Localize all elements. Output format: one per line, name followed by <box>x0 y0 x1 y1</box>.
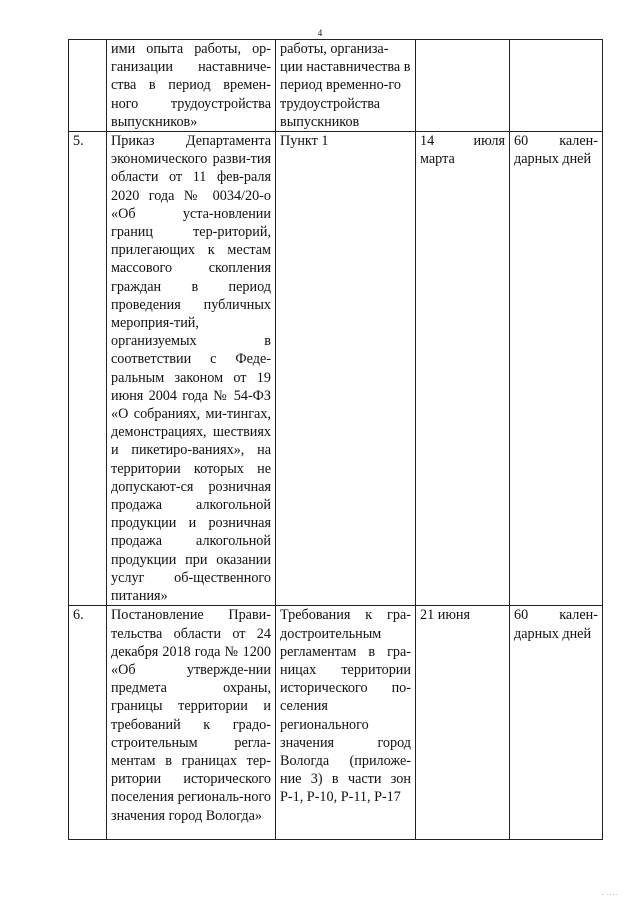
scan-mark: . .... <box>601 889 618 897</box>
provision-cell: работы, организа-ции наставничества в период временно-го трудоустройства выпускников <box>276 40 416 132</box>
table-row <box>69 132 603 606</box>
document-cell: ими опыта работы, ор-ганизации наставниче-ства в период времен-ного трудоустройства выпускников» <box>107 40 276 132</box>
row-number-cell <box>69 40 107 132</box>
date-cell: 14 июля марта <box>416 132 510 606</box>
page-number: 4 <box>317 28 323 38</box>
document-cell: Постановление Прави-тельства области от 24 декабря 2018 года № 1200 «Об утвержде-нии предмета охраны, границы территории и требований к градо-строительным регла-ментам в границах тер-ритории исторического поселения региональ-ного значения город Вологда» <box>107 606 276 840</box>
row-number-cell: 6. <box>69 606 107 840</box>
table-row <box>69 40 603 132</box>
date-cell: 21 июня <box>416 606 510 840</box>
term-cell <box>510 40 603 132</box>
term-cell: 60 кален-дарных дней <box>510 606 603 840</box>
provision-cell: Пункт 1 <box>276 132 416 606</box>
acts-table <box>68 39 603 840</box>
provision-cell: Требования к гра-достроительным регламентам в гра-ницах территории исторического по-селения регионального значения город Вологда (приложе-ние 3) в части зон Р-1, Р-10, Р-11, Р-17 <box>276 606 416 840</box>
row-number-cell: 5. <box>69 132 107 606</box>
date-cell <box>416 40 510 132</box>
document-cell: Приказ Департамента экономического разви-тия области от 11 фев-раля 2020 года № 0034/20-о «Об уста-новлении границ тер-риторий, прилегающих к местам массового скопления граждан в период проведения публичных мероприя-тий, организуемых в соответствии с Феде-ральным законом от 19 июня 2004 года № 54-ФЗ «О собраниях, ми-тингах, демонстрациях, шествиях и пикетиро-ваниях», на территории которых не допускают-ся розничная продажа алкогольной продукции и розничная продажа алкогольной продукции при оказании услуг об-щественного питания» <box>107 132 276 606</box>
table-row <box>69 606 603 840</box>
term-cell: 60 кален-дарных дней <box>510 132 603 606</box>
